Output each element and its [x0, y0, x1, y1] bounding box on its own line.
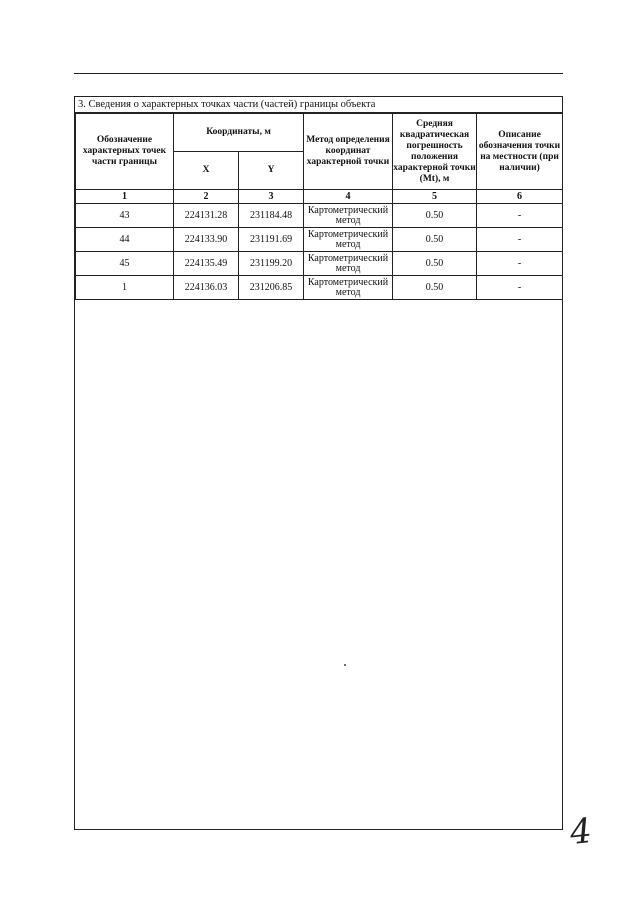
cell-description: -: [477, 204, 563, 228]
document-frame: [74, 96, 563, 830]
column-number: 5: [393, 190, 477, 204]
cell-error: 0.50: [393, 276, 477, 300]
section-title: 3. Сведения о характерных точках части (частей) границы объекта: [75, 97, 562, 113]
cell-y: 231184.48: [239, 204, 304, 228]
table-row: [76, 228, 563, 252]
cell-y: 231206.85: [239, 276, 304, 300]
header-method: Метод определения координат характерной точки: [304, 114, 393, 190]
cell-x: 224131.28: [174, 204, 239, 228]
cell-point: 1: [76, 276, 174, 300]
column-numbers-row: [76, 190, 563, 204]
column-number: 2: [174, 190, 239, 204]
cell-point: 43: [76, 204, 174, 228]
cell-method: Картометрический метод: [304, 252, 393, 276]
cell-description: -: [477, 252, 563, 276]
header-point-label: Обозначение характерных точек части границы: [76, 114, 174, 190]
column-number: 6: [477, 190, 563, 204]
cell-point: 45: [76, 252, 174, 276]
cell-method: Картометрический метод: [304, 228, 393, 252]
page-number-handwritten: 4: [567, 810, 594, 854]
cell-y: 231199.20: [239, 252, 304, 276]
column-number: 4: [304, 190, 393, 204]
cell-point: 44: [76, 228, 174, 252]
cell-description: -: [477, 228, 563, 252]
column-number: 1: [76, 190, 174, 204]
top-rule: [74, 73, 563, 74]
scan-speck: [344, 664, 346, 666]
cell-x: 224133.90: [174, 228, 239, 252]
cell-x: 224136.03: [174, 276, 239, 300]
cell-method: Картометрический метод: [304, 276, 393, 300]
header-y: Y: [239, 152, 304, 190]
table-row: [76, 252, 563, 276]
header-error: Средняя квадратическая погрешность положения характерной точки (Mt), м: [393, 114, 477, 190]
points-table: [75, 113, 563, 300]
cell-x: 224135.49: [174, 252, 239, 276]
table-row: [76, 276, 563, 300]
header-x: X: [174, 152, 239, 190]
header-coords: Координаты, м: [174, 114, 304, 152]
cell-description: -: [477, 276, 563, 300]
cell-method: Картометрический метод: [304, 204, 393, 228]
cell-y: 231191.69: [239, 228, 304, 252]
column-number: 3: [239, 190, 304, 204]
table-row: [76, 204, 563, 228]
cell-error: 0.50: [393, 228, 477, 252]
cell-error: 0.50: [393, 252, 477, 276]
cell-error: 0.50: [393, 204, 477, 228]
header-description: Описание обозначения точки на местности (при наличии): [477, 114, 563, 190]
